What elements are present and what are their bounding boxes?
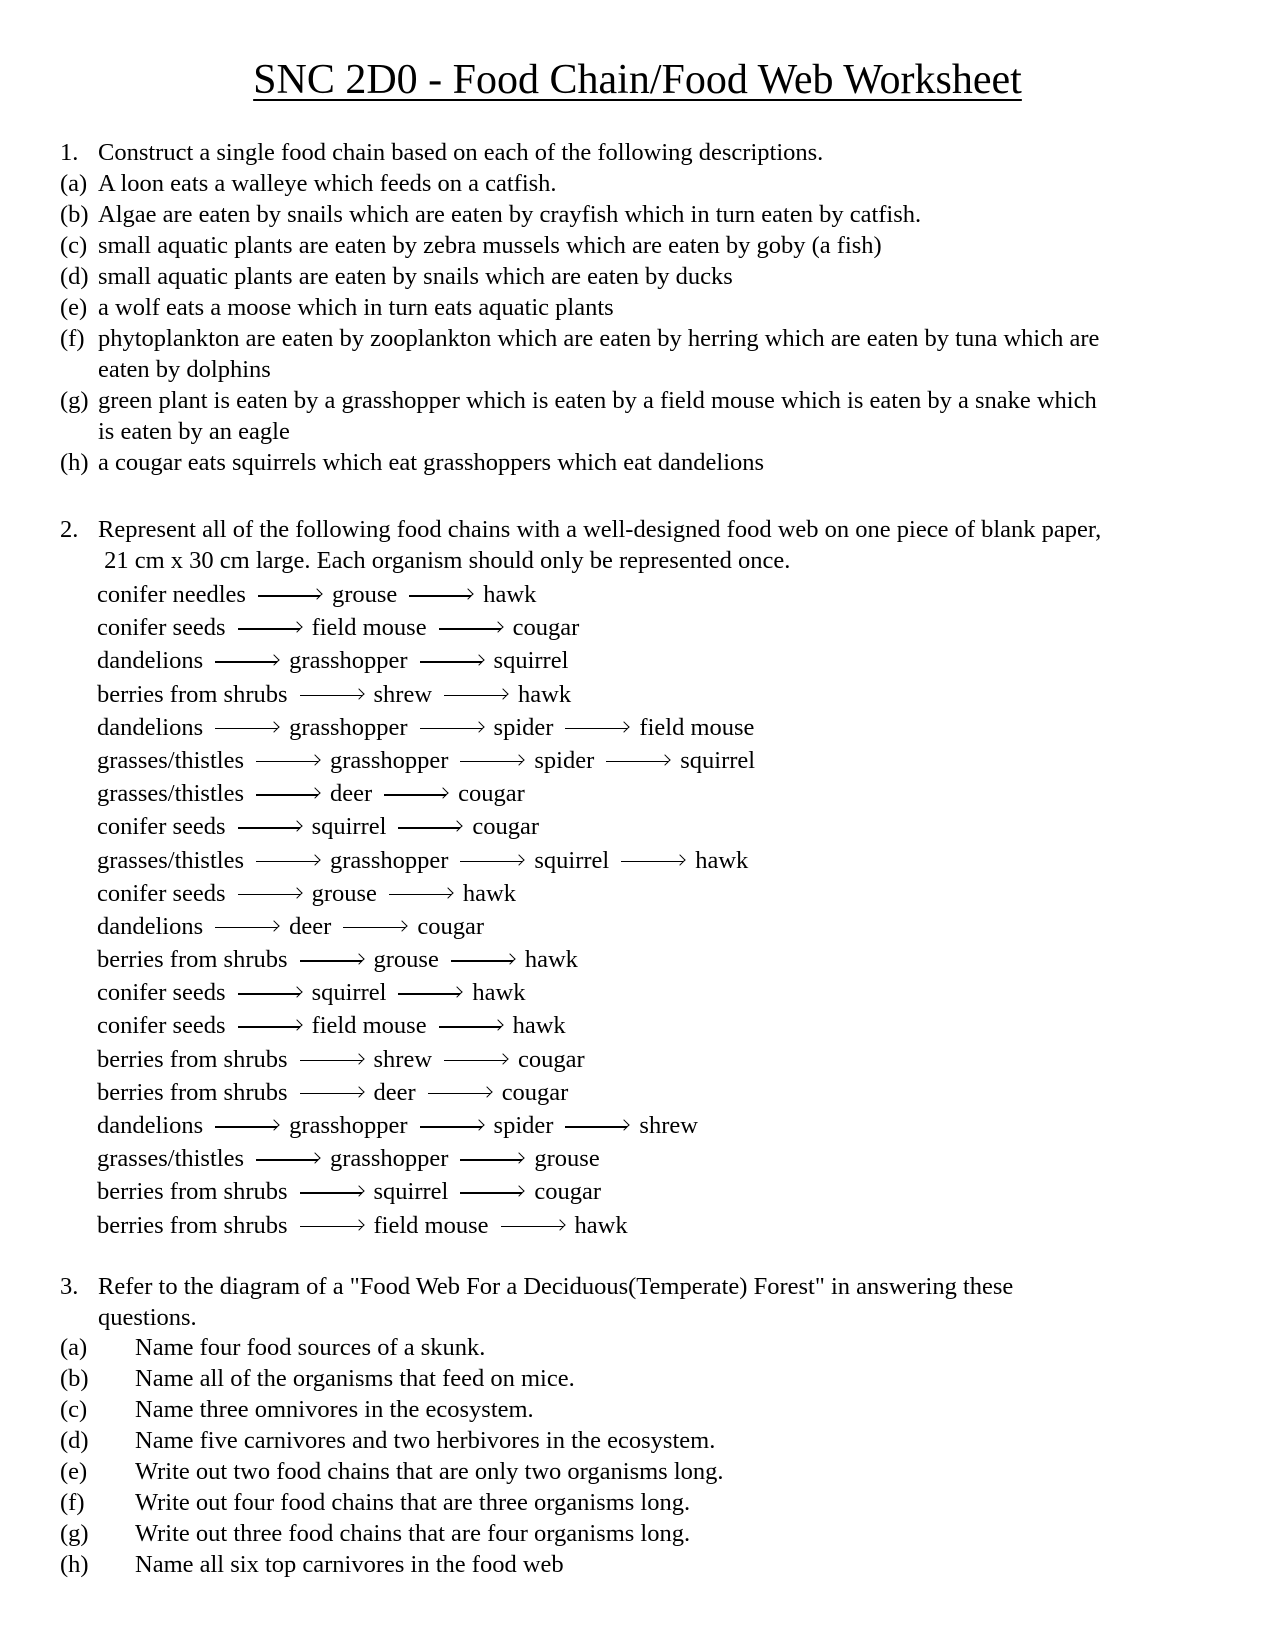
organism-label: conifer needles	[97, 581, 246, 608]
question-3-item	[60, 1363, 1220, 1394]
item-label: (c)	[60, 1396, 88, 1423]
item-label: (g)	[60, 1520, 89, 1547]
item-label: (g)	[60, 387, 89, 414]
organism-label: grasses/thistles	[97, 780, 244, 808]
arrow-icon	[215, 728, 277, 730]
question-3-item	[60, 1487, 1220, 1518]
organism-label: hawk	[524, 946, 578, 974]
item-label: (h)	[60, 1551, 89, 1578]
question-1-prompt	[60, 137, 1220, 168]
arrow-icon	[451, 960, 513, 962]
organism-label: berries from shrubs	[97, 1078, 288, 1106]
organism-label: deer	[373, 1078, 416, 1106]
arrow-icon	[444, 1060, 506, 1062]
organism-label: grouse	[534, 1145, 600, 1173]
organism-label: squirrel	[493, 647, 569, 675]
item-label: (h)	[60, 449, 89, 476]
page-title: SNC 2D0 - Food Chain/Food Web Worksheet	[253, 57, 1022, 103]
arrow-icon	[300, 1192, 362, 1194]
arrow-icon	[256, 1159, 318, 1161]
arrow-icon	[398, 827, 460, 829]
item-label: (a)	[60, 1334, 88, 1361]
organism-label: cougar	[518, 1045, 585, 1073]
question-1-item-line	[60, 354, 1220, 385]
item-label: (b)	[60, 1365, 89, 1392]
organism-label: grouse	[373, 946, 439, 974]
organism-label: berries from shrubs	[97, 1178, 288, 1206]
organism-label: squirrel	[311, 813, 387, 841]
arrow-icon	[300, 1093, 362, 1095]
organism-label: grouse	[311, 879, 377, 907]
arrow-icon	[606, 761, 668, 763]
item-text: small aquatic plants are eaten by snails which are eaten by ducks	[98, 263, 733, 290]
organism-label: squirrel	[311, 979, 387, 1007]
organism-label: dandelions	[97, 713, 204, 741]
arrow-icon	[398, 993, 460, 995]
arrow-icon	[300, 960, 362, 962]
arrow-icon	[238, 827, 300, 829]
question-3-items	[60, 1332, 1220, 1580]
organism-label: grasses/thistles	[97, 1145, 244, 1173]
organism-label: hawk	[462, 879, 516, 907]
question-1-item-line	[60, 230, 1220, 261]
question-1-item-line	[60, 385, 1220, 416]
item-text: small aquatic plants are eaten by zebra mussels which are eaten by goby (a fish)	[98, 232, 882, 259]
question-1-item-line	[60, 447, 1220, 478]
item-label: (e)	[60, 294, 88, 321]
question-2-prompt-line	[60, 514, 1220, 545]
organism-label: cougar	[417, 912, 484, 940]
organism-label: deer	[330, 780, 373, 808]
arrow-icon	[256, 861, 318, 863]
item-text: is eaten by an eagle	[98, 418, 290, 445]
organism-label: field mouse	[639, 713, 755, 741]
organism-label: cougar	[501, 1078, 569, 1106]
item-label: (e)	[60, 1458, 88, 1485]
question-1-item-line	[60, 292, 1220, 323]
arrow-icon	[238, 894, 300, 896]
organism-label: dandelions	[97, 912, 204, 940]
organism-label: shrew	[373, 1045, 433, 1073]
question-1-item-line	[60, 416, 1220, 447]
arrow-icon	[439, 628, 501, 630]
question-text: Refer to the diagram of a "Food Web For a Deciduous(Temperate) Forest" in answering these	[98, 1273, 1014, 1300]
arrow-icon	[565, 728, 627, 730]
item-label: (c)	[60, 232, 88, 259]
arrow-icon	[256, 794, 318, 796]
organism-label: grasshopper	[330, 746, 449, 774]
item-label: (b)	[60, 201, 89, 228]
item-text: Name three omnivores in the ecosystem.	[135, 1396, 534, 1423]
item-label: (f)	[60, 1489, 85, 1516]
organism-label: dandelions	[97, 647, 204, 675]
question-text: questions.	[98, 1304, 197, 1331]
arrow-icon	[238, 628, 300, 630]
organism-label: berries from shrubs	[97, 1045, 288, 1073]
arrow-icon	[460, 761, 522, 763]
item-text: Name all of the organisms that feed on mice.	[135, 1365, 575, 1392]
item-text: Write out four food chains that are three organisms long.	[135, 1489, 691, 1516]
item-text: eaten by dolphins	[98, 356, 271, 383]
organism-label: grasshopper	[289, 647, 408, 675]
organism-label: hawk	[518, 680, 572, 708]
organism-label: cougar	[512, 614, 580, 642]
item-label: (d)	[60, 263, 89, 290]
item-text: a wolf eats a moose which in turn eats aquatic plants	[98, 294, 614, 321]
organism-label: grouse	[331, 581, 398, 608]
arrow-icon	[409, 595, 471, 597]
organism-label: conifer seeds	[97, 1012, 226, 1040]
question-3-item	[60, 1518, 1220, 1549]
question-3-item	[60, 1332, 1220, 1363]
organism-label: field mouse	[311, 1012, 427, 1040]
organism-label: field mouse	[373, 1211, 489, 1239]
arrow-icon	[343, 927, 405, 929]
arrow-icon	[300, 1060, 362, 1062]
arrow-icon	[565, 1126, 627, 1128]
arrow-icon	[389, 894, 451, 896]
question-3-item	[60, 1549, 1220, 1580]
arrow-icon	[621, 861, 683, 863]
question-1-item-line	[60, 261, 1220, 292]
organism-label: cougar	[458, 780, 525, 808]
organism-label: grasses/thistles	[97, 846, 244, 874]
question-1-items	[60, 168, 1220, 478]
organism-label: squirrel	[534, 846, 610, 874]
organism-label: cougar	[472, 813, 540, 841]
question-3-item	[60, 1456, 1220, 1487]
arrow-icon	[215, 927, 277, 929]
item-text: Name five carnivores and two herbivores in the ecosystem.	[135, 1427, 716, 1454]
organism-label: grasshopper	[330, 846, 449, 874]
question-1-item-line	[60, 199, 1220, 230]
organism-label: conifer seeds	[97, 979, 226, 1007]
arrow-icon	[428, 1093, 490, 1095]
question-2	[60, 514, 1220, 576]
question-1-item-line	[60, 168, 1220, 199]
organism-label: squirrel	[373, 1178, 449, 1206]
organism-label: grasses/thistles	[97, 746, 244, 774]
organism-label: shrew	[373, 680, 433, 708]
item-label: (f)	[60, 325, 85, 352]
organism-label: hawk	[512, 1012, 566, 1040]
organism-label: conifer seeds	[97, 614, 226, 642]
organism-label: berries from shrubs	[97, 1211, 288, 1239]
organism-label: hawk	[472, 979, 526, 1007]
organism-label: shrew	[639, 1112, 698, 1139]
question-3-item	[60, 1394, 1220, 1425]
item-label: (a)	[60, 170, 88, 197]
question-number: 3.	[60, 1273, 79, 1300]
organism-label: grasshopper	[330, 1145, 449, 1173]
organism-label: grasshopper	[289, 713, 408, 741]
organism-label: spider	[493, 713, 554, 741]
organism-label: conifer seeds	[97, 813, 226, 841]
item-text: A loon eats a walleye which feeds on a catfish.	[98, 170, 557, 197]
organism-label: squirrel	[680, 746, 756, 774]
organism-label: spider	[534, 746, 595, 774]
arrow-icon	[439, 1026, 501, 1028]
arrow-icon	[256, 761, 318, 763]
organism-label: field mouse	[311, 614, 427, 642]
organism-label: hawk	[695, 846, 749, 874]
item-text: a cougar eats squirrels which eat grasshoppers which eat dandelions	[98, 449, 765, 476]
arrow-icon	[420, 1126, 482, 1128]
organism-label: spider	[493, 1112, 554, 1139]
question-3-prompt-line	[60, 1271, 1220, 1302]
question-text: 21 cm x 30 cm large. Each organism should only be represented once.	[98, 547, 791, 574]
organism-label: berries from shrubs	[97, 680, 288, 708]
arrow-icon	[460, 861, 522, 863]
organism-label: berries from shrubs	[97, 946, 288, 974]
arrow-icon	[501, 1226, 563, 1228]
question-2-prompt-line	[60, 545, 1220, 576]
item-text: Write out two food chains that are only two organisms long.	[135, 1458, 724, 1485]
arrow-icon	[238, 993, 300, 995]
question-3-item	[60, 1425, 1220, 1456]
item-text: Algae are eaten by snails which are eaten by crayfish which in turn eaten by catfish.	[98, 201, 922, 228]
organism-label: conifer seeds	[97, 879, 226, 907]
organism-label: cougar	[534, 1178, 602, 1206]
arrow-icon	[460, 1159, 522, 1161]
question-text: Construct a single food chain based on each of the following descriptions.	[98, 139, 824, 166]
item-label: (d)	[60, 1427, 89, 1454]
arrow-icon	[420, 661, 482, 663]
organism-label: hawk	[574, 1211, 628, 1239]
question-text: Represent all of the following food chains with a well-designed food web on one piece of blank paper,	[98, 516, 1102, 543]
arrow-icon	[444, 695, 506, 697]
arrow-icon	[215, 661, 277, 663]
arrow-icon	[460, 1192, 522, 1194]
organism-label: grasshopper	[289, 1112, 408, 1139]
arrow-icon	[300, 1226, 362, 1228]
item-text: Name all six top carnivores in the food web	[135, 1551, 564, 1578]
question-3	[60, 1271, 1220, 1333]
organism-label: hawk	[483, 581, 537, 608]
arrow-icon	[215, 1126, 277, 1128]
item-text: Name four food sources of a skunk.	[135, 1334, 486, 1361]
question-1	[60, 137, 1220, 478]
arrow-icon	[300, 695, 362, 697]
question-3-prompt-line	[60, 1302, 1220, 1333]
arrow-icon	[384, 794, 446, 796]
organism-label: deer	[289, 912, 332, 940]
item-text: green plant is eaten by a grasshopper which is eaten by a field mouse which is eaten by a snake which	[98, 387, 1097, 414]
question-number: 1.	[60, 139, 79, 166]
item-text: phytoplankton are eaten by zooplankton which are eaten by herring which are eaten by tuna which are	[98, 325, 1100, 352]
question-1-item-line	[60, 323, 1220, 354]
question-number: 2.	[60, 516, 79, 543]
arrow-icon	[420, 728, 482, 730]
arrow-icon	[238, 1026, 300, 1028]
organism-label: dandelions	[97, 1112, 204, 1139]
arrow-icon	[258, 595, 320, 597]
item-text: Write out three food chains that are four organisms long.	[135, 1520, 691, 1547]
